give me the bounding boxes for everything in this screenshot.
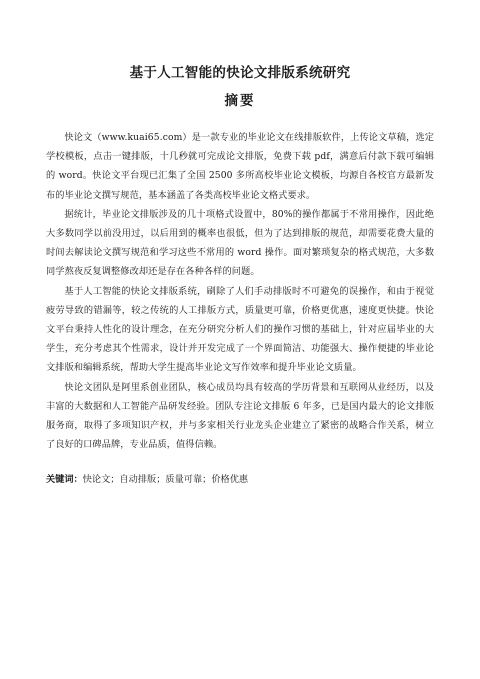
abstract-paragraph-1: 快论文（www.kuai65.com）是一款专业的毕业论文在线排版软件，上传论文草稿，选定学校模板，点击一键排版，十几秒就可完成论文排版，免费下载 pdf，满意后付款下载可编辑的 word。快论文平台现已汇集了全国 2500 多所高校毕业论文模板，均源自各校官方最新发布的毕业论文撰写规范，基本涵盖了各类高校毕业论文格式要求。 <box>46 132 434 201</box>
keywords-text: 快论文；自动排版；质量可靠；价格优惠 <box>82 474 249 486</box>
abstract-heading: 摘要 <box>224 93 256 109</box>
keywords-line <box>46 472 434 488</box>
abstract-paragraph-3: 基于人工智能的快论文排版系统，刷除了人们手动排版时不可避免的误操作，和由于视觉疲劳导致的错漏等，较之传统的人工排版方式，质量更可靠，价格更优惠，速度更快捷。快论文平台秉持人性化的设计理念，在充分研究分析人们的操作习惯的基础上，针对应届毕业的大学生，充分考虑其个性需求，设计并开发完成了一个界面简洁、功能强大、操作便捷的毕业论文排版和编辑系统，帮助大学生提高毕业论文写作效率和提升毕业论文质量。 <box>46 285 434 374</box>
abstract-paragraph-2: 据统计，毕业论文排版涉及的几十项格式设置中，80%的操作都属于不常用操作，因此绝大多数同学以前没用过，以后用到的概率也很低，但为了达到排版的规范，却需要花费大量的时间去解读论文撰写规范和学习这些不常用的 word 操作。面对繁琐复杂的格式规范，大多数同学熬夜反复调整修改却还是存在各种各样的问题。 <box>46 208 434 278</box>
keywords-label: 关键词： <box>46 474 83 486</box>
abstract-paragraph-4: 快论文团队是阿里系创业团队，核心成员均具有较高的学历背景和互联网从业经历，以及丰富的大数据和人工智能产品研发经验。团队专注论文排版 6 年多，已是国内最大的论文排版服务商，取得了多项知识产权，并与多家相关行业龙头企业建立了紧密的战略合作关系，树立了良好的口碑品牌，专业品质，值得信赖。 <box>46 381 434 451</box>
document-title: 基于人工智能的快论文排版系统研究 <box>129 65 351 81</box>
